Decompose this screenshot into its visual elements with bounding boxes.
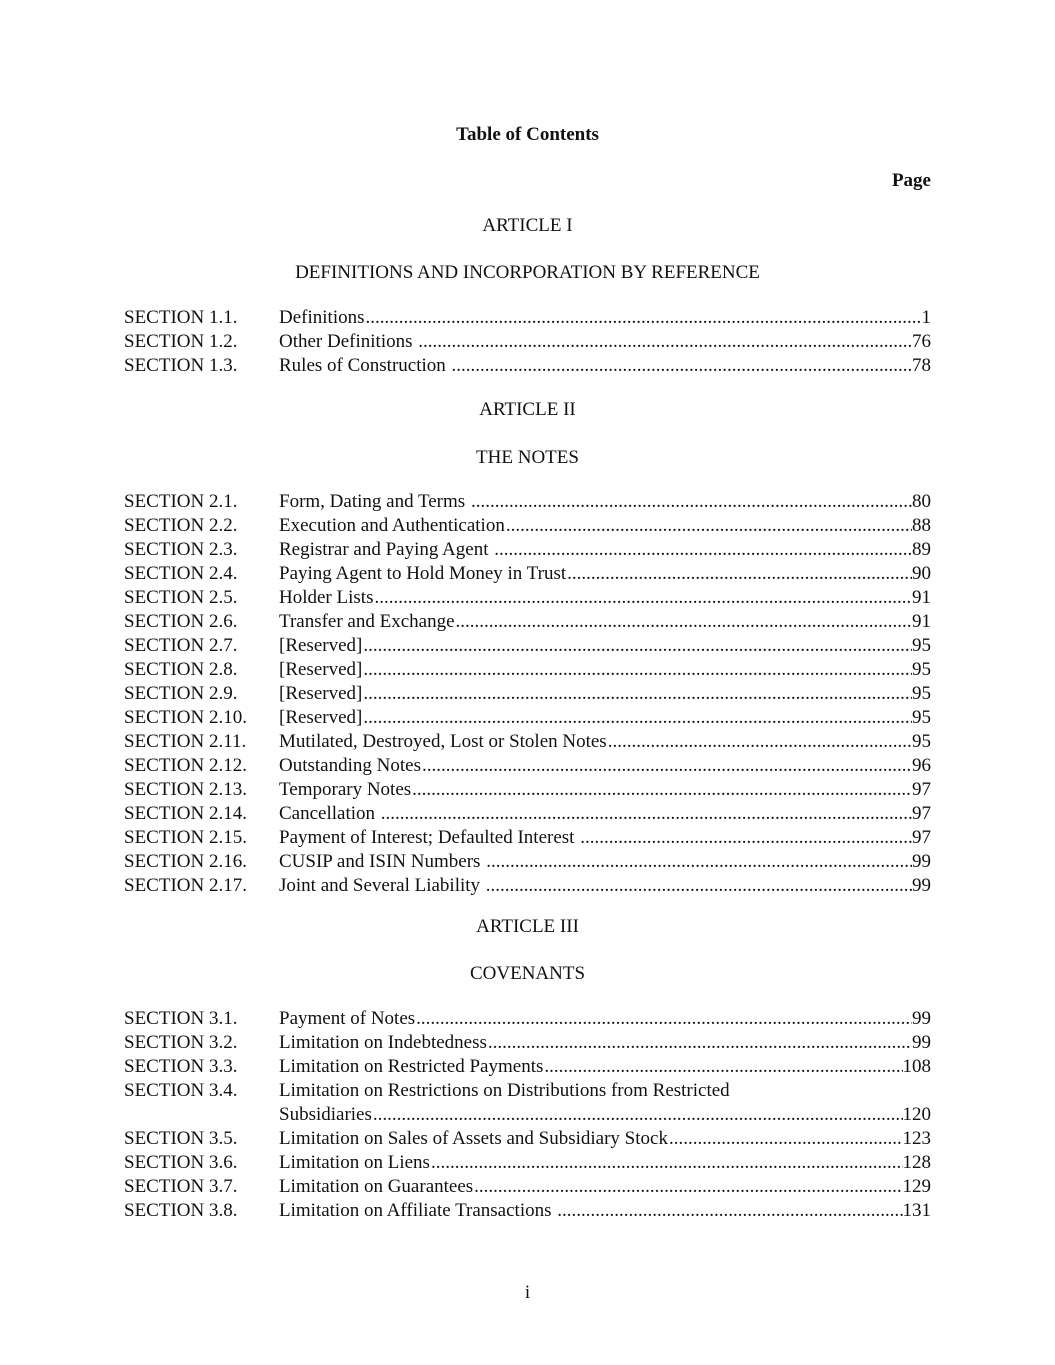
section-number: SECTION 2.1. [124, 491, 238, 512]
dot-leader [431, 1151, 903, 1175]
section-title: Limitation on Liens [279, 1152, 430, 1173]
section-number: SECTION 2.15. [124, 827, 247, 848]
section-title: Joint and Several Liability [279, 875, 485, 896]
section-number: SECTION 3.4. [124, 1080, 238, 1101]
dot-leader-line [279, 874, 931, 898]
section-number: SECTION 2.6. [124, 611, 238, 632]
dot-leader-line [279, 1127, 931, 1151]
dot-leader [366, 306, 922, 330]
dot-leader-line [279, 490, 931, 514]
dot-leader [374, 586, 912, 610]
toc-entry [124, 1175, 931, 1199]
section-title: CUSIP and ISIN Numbers [279, 851, 486, 872]
article-1-entries [124, 306, 931, 378]
dot-leader [580, 826, 912, 850]
page-number: 97 [912, 779, 931, 800]
page-column-label: Page [891, 170, 931, 191]
dot-leader [474, 1175, 902, 1199]
dot-leader-line [279, 538, 931, 562]
section-title: Temporary Notes [279, 779, 412, 800]
page-number: 95 [912, 635, 931, 656]
dot-leader [506, 514, 912, 538]
page-number: 99 [912, 1008, 931, 1029]
section-number: SECTION 2.5. [124, 587, 238, 608]
page-number: 95 [912, 659, 931, 680]
page-number: 108 [902, 1056, 931, 1077]
dot-leader-line [279, 730, 931, 754]
section-title: Other Definitions [279, 331, 418, 352]
dot-leader [488, 1031, 912, 1055]
dot-leader-line [279, 634, 931, 658]
dot-leader-line [279, 1199, 931, 1223]
section-number: SECTION 3.8. [124, 1200, 238, 1221]
section-number: SECTION 2.14. [124, 803, 247, 824]
page-number: 91 [912, 587, 931, 608]
section-number: SECTION 3.3. [124, 1056, 238, 1077]
dot-leader [608, 730, 912, 754]
dot-leader-line [279, 754, 931, 778]
section-number: SECTION 2.4. [124, 563, 238, 584]
section-number: SECTION 1.3. [124, 355, 238, 376]
dot-leader-line [279, 306, 931, 330]
dot-leader [363, 682, 912, 706]
article-1-name: DEFINITIONS AND INCORPORATION BY REFERENCE [295, 262, 760, 283]
page-number: 97 [912, 803, 931, 824]
toc-entry [124, 1055, 931, 1079]
article-2-entries [124, 490, 931, 898]
dot-leader-line [279, 1151, 931, 1175]
dot-leader-line [279, 1055, 931, 1079]
page-number: 120 [902, 1104, 931, 1125]
section-number: SECTION 1.1. [124, 307, 238, 328]
section-number: SECTION 2.2. [124, 515, 238, 536]
toc-entry [124, 658, 931, 682]
toc-entry [124, 706, 931, 730]
dot-leader [363, 634, 912, 658]
toc-entry [124, 562, 931, 586]
toc-entry [124, 514, 931, 538]
dot-leader-line [279, 514, 931, 538]
dot-leader-line [279, 562, 931, 586]
dot-leader [544, 1055, 902, 1079]
section-title: Paying Agent to Hold Money in Trust [279, 563, 567, 584]
section-number: SECTION 3.6. [124, 1152, 238, 1173]
page-number: 123 [902, 1128, 931, 1149]
dot-leader [567, 562, 912, 586]
dot-leader-line [279, 682, 931, 706]
page-number: 88 [912, 515, 931, 536]
dot-leader-line [279, 610, 931, 634]
toc-entry [124, 610, 931, 634]
page-number: 128 [902, 1152, 931, 1173]
dot-leader [422, 754, 912, 778]
toc-entry [124, 850, 931, 874]
dot-leader [412, 778, 912, 802]
dot-leader [456, 610, 912, 634]
section-number: SECTION 2.9. [124, 683, 238, 704]
section-number: SECTION 2.17. [124, 875, 247, 896]
section-title: Limitation on Indebtedness [279, 1032, 487, 1053]
page-number: 99 [912, 851, 931, 872]
section-title: Rules of Construction [279, 355, 451, 376]
section-number: SECTION 2.13. [124, 779, 247, 800]
article-3-number: ARTICLE III [476, 916, 579, 937]
page-number: 97 [912, 827, 931, 848]
dot-leader-line [279, 1175, 931, 1199]
article-2-number: ARTICLE II [479, 399, 576, 420]
section-title: Mutilated, Destroyed, Lost or Stolen Notes [279, 731, 607, 752]
page-folio: i [524, 1282, 531, 1303]
dot-leader [669, 1127, 903, 1151]
page-number: 131 [902, 1200, 931, 1221]
dot-leader [486, 850, 912, 874]
dot-leader [494, 538, 912, 562]
section-title: Limitation on Sales of Assets and Subsidiary Stock [279, 1128, 668, 1149]
page-number: 90 [912, 563, 931, 584]
page-number: 78 [912, 355, 931, 376]
page-number: 129 [902, 1176, 931, 1197]
section-title: Limitation on Restricted Payments [279, 1056, 544, 1077]
toc-entry [124, 802, 931, 826]
toc-entry [124, 354, 931, 378]
toc-entry [124, 1151, 931, 1175]
section-title-line1: Limitation on Restrictions on Distributions from Restricted [279, 1080, 730, 1101]
dot-leader-line [279, 586, 931, 610]
section-number: SECTION 3.2. [124, 1032, 238, 1053]
section-title: Form, Dating and Terms [279, 491, 470, 512]
toc-entry [124, 306, 931, 330]
dot-leader-line [279, 1103, 931, 1127]
section-number: SECTION 2.16. [124, 851, 247, 872]
section-number: SECTION 1.2. [124, 331, 238, 352]
section-title: Limitation on Guarantees [279, 1176, 474, 1197]
section-title: [Reserved] [279, 707, 363, 728]
dot-leader-line [279, 1031, 931, 1055]
toc-entry [124, 754, 931, 778]
page-number: 95 [912, 683, 931, 704]
dot-leader [452, 354, 912, 378]
article-3-entries [124, 1007, 931, 1223]
page-number: 99 [912, 1032, 931, 1053]
toc-entry [124, 330, 931, 354]
toc-entry [124, 826, 931, 850]
dot-leader [363, 658, 912, 682]
dot-leader [418, 330, 912, 354]
toc-entry [124, 1199, 931, 1223]
dot-leader-line [279, 778, 931, 802]
toc-entry [124, 682, 931, 706]
dot-leader-line [279, 354, 931, 378]
section-title: Payment of Notes [279, 1008, 416, 1029]
page-number: 89 [912, 539, 931, 560]
toc-entry [124, 874, 931, 898]
section-title: Registrar and Paying Agent [279, 539, 494, 560]
section-title: [Reserved] [279, 683, 363, 704]
section-title: Payment of Interest; Defaulted Interest [279, 827, 580, 848]
section-title: Execution and Authentication [279, 515, 505, 536]
page-number: 76 [912, 331, 931, 352]
page-number: 95 [912, 731, 931, 752]
article-2-name: THE NOTES [476, 447, 579, 468]
section-number: SECTION 2.11. [124, 731, 247, 752]
page-number: 96 [912, 755, 931, 776]
toc-entry [124, 634, 931, 658]
section-number: SECTION 3.7. [124, 1176, 238, 1197]
dot-leader-line [279, 802, 931, 826]
section-number: SECTION 2.12. [124, 755, 247, 776]
page-number: 80 [912, 491, 931, 512]
toc-entry [124, 490, 931, 514]
dot-leader-line [279, 850, 931, 874]
section-title: Outstanding Notes [279, 755, 421, 776]
page-number: 91 [912, 611, 931, 632]
dot-leader [381, 802, 912, 826]
section-title: [Reserved] [279, 659, 363, 680]
section-title: [Reserved] [279, 635, 363, 656]
article-1-number: ARTICLE I [482, 215, 573, 236]
toc-entry [124, 1079, 931, 1127]
page-number: 1 [921, 307, 931, 328]
toc-entry [124, 778, 931, 802]
dot-leader [557, 1199, 902, 1223]
toc-entry [124, 1127, 931, 1151]
page-number: 95 [912, 707, 931, 728]
toc-entry [124, 1031, 931, 1055]
dot-leader [373, 1103, 903, 1127]
dot-leader [486, 874, 912, 898]
toc-entry [124, 538, 931, 562]
section-number: SECTION 2.7. [124, 635, 238, 656]
dot-leader [363, 706, 912, 730]
toc-entry [124, 1007, 931, 1031]
section-title: Transfer and Exchange [279, 611, 455, 632]
dot-leader-line [279, 658, 931, 682]
dot-leader-line [279, 706, 931, 730]
dot-leader-line [279, 330, 931, 354]
section-number: SECTION 3.1. [124, 1008, 238, 1029]
dot-leader [471, 490, 912, 514]
section-number: SECTION 3.5. [124, 1128, 238, 1149]
toc-entry [124, 730, 931, 754]
section-title: Cancellation [279, 803, 380, 824]
toc-title: Table of Contents [456, 124, 599, 145]
dot-leader [416, 1007, 912, 1031]
section-title: Subsidiaries [279, 1104, 372, 1125]
section-title: Holder Lists [279, 587, 374, 608]
section-number: SECTION 2.8. [124, 659, 238, 680]
page-number: 99 [912, 875, 931, 896]
dot-leader-line [279, 1007, 931, 1031]
section-number: SECTION 2.10. [124, 707, 247, 728]
section-title: Limitation on Affiliate Transactions [279, 1200, 557, 1221]
section-title: Definitions [279, 307, 365, 328]
section-number: SECTION 2.3. [124, 539, 238, 560]
dot-leader-line [279, 826, 931, 850]
article-3-name: COVENANTS [469, 963, 586, 984]
toc-entry [124, 586, 931, 610]
